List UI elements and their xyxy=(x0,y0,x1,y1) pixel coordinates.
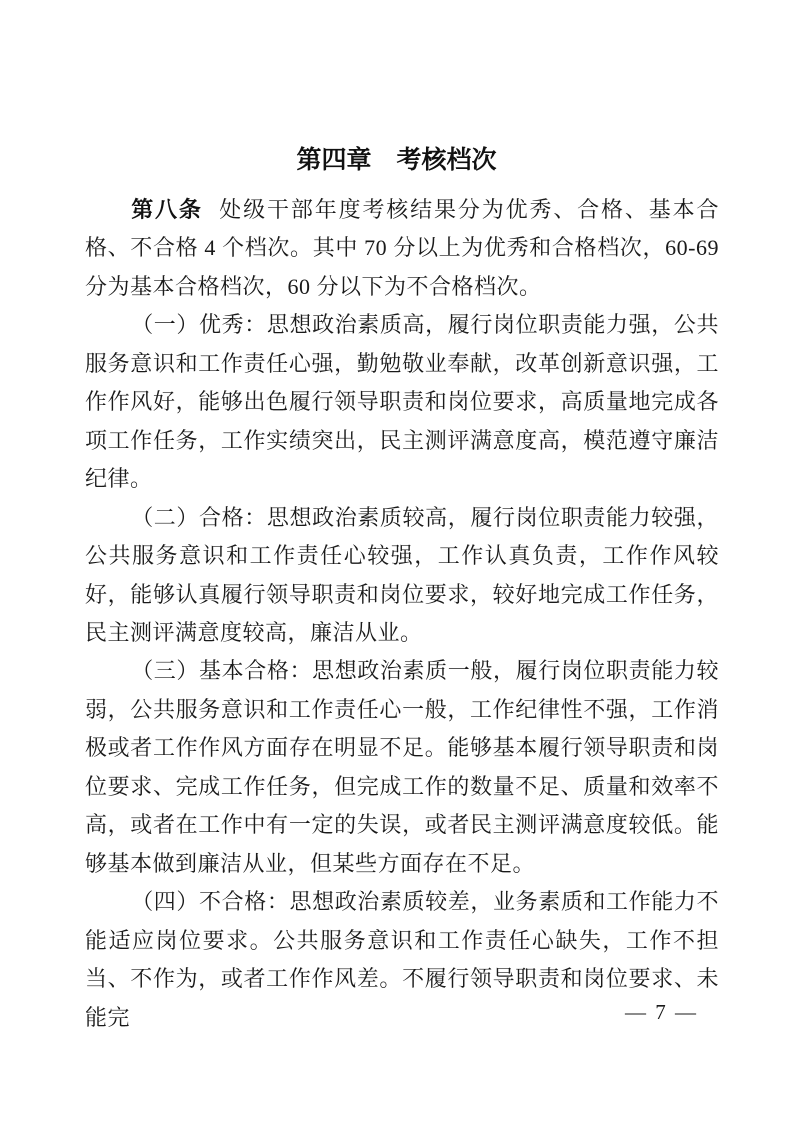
article-8-text: 处级干部年度考核结果分为优秀、合格、基本合格、不合格 4 个档次。其中 70 分以上为优秀和合格档次，60-69 分为基本合格档次，60 分以下为不合格档次。 xyxy=(85,197,719,299)
paragraph-item-4-unqualified: （四）不合格：思想政治素质较差，业务素质和工作能力不能适应岗位要求。公共服务意识和工作责任心缺失，工作不担当、不作为，或者工作作风差。不履行领导职责和岗位要求、未能完 xyxy=(85,889,719,1030)
paragraph-article-8 xyxy=(85,191,719,306)
article-number-label: 第八条 xyxy=(131,197,203,222)
chapter-title: 第四章 考核档次 xyxy=(296,146,497,174)
paragraph-item-1-excellent: （一）优秀：思想政治素质高，履行岗位职责能力强，公共服务意识和工作责任心强，勤勉敬业奉献，改革创新意识强，工作作风好，能够出色履行领导职责和岗位要求，高质量地完成各项工作任务，工作实绩突出，民主测评满意度高，模范遵守廉洁纪律。 xyxy=(85,312,719,492)
page-number: — 7 — xyxy=(625,1000,698,1024)
document-body xyxy=(85,191,719,1037)
paragraph-item-2-qualified: （二）合格：思想政治素质较高，履行岗位职责能力较强，公共服务意识和工作责任心较强，工作认真负责，工作作风较好，能够认真履行领导职责和岗位要求，较好地完成工作任务，民主测评满意度较高，廉洁从业。 xyxy=(85,504,719,645)
paragraph-item-3-basically-qualified: （三）基本合格：思想政治素质一般，履行岗位职责能力较弱，公共服务意识和工作责任心一般，工作纪律性不强，工作消极或者工作作风方面存在明显不足。能够基本履行领导职责和岗位要求、完成工作任务，但完成工作的数量不足、质量和效率不高，或者在工作中有一定的失误，或者民主测评满意度较低。能够基本做到廉洁从业，但某些方面存在不足。 xyxy=(85,658,719,876)
